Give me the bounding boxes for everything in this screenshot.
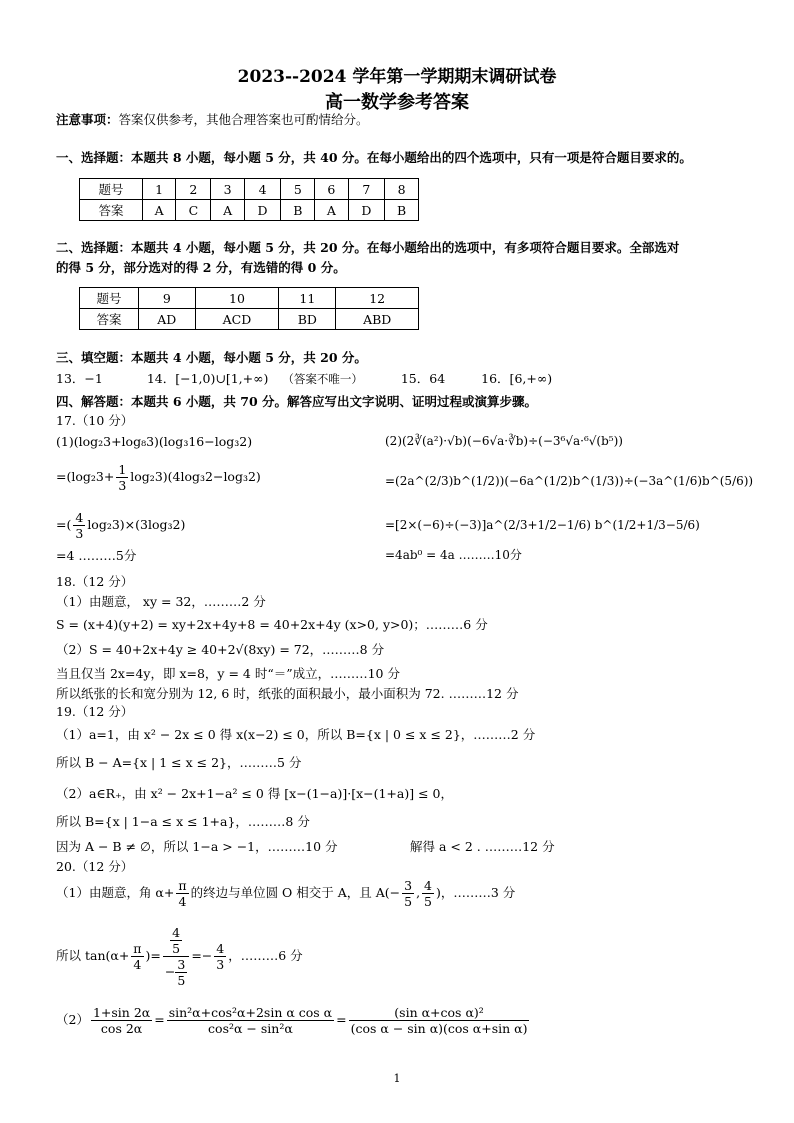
answer-13: 13．−1 bbox=[56, 371, 103, 386]
q19-line-4: 所以 B={x | 1−a ≤ x ≤ 1+a}，………8 分 bbox=[56, 814, 310, 829]
q19-line-1: （1）a=1，由 x² − 2x ≤ 0 得 x(x−2) ≤ 0，所以 B={x | 0 ≤ x ≤ 2}，………2 分 bbox=[56, 727, 536, 742]
q20-line-1: （1）由题意，角 α+ $\frac{\pi}{4}$ 的终边与单位圆 O 相交于 A，且 A(− $\frac{3}{5}$ , $\frac{4}{5}$ )，………3 分 bbox=[56, 878, 516, 909]
fill-answers bbox=[56, 369, 736, 387]
table-cell: 2 bbox=[176, 179, 211, 200]
page-number: 1 bbox=[393, 1072, 401, 1085]
q20-line-1-mid: 的终边与单位圆 O 相交于 A，且 A(− bbox=[190, 885, 401, 900]
q19-line-5b: 解得 a < 2 . ………12 分 bbox=[410, 839, 555, 854]
q17-heading: 17.（10 分） bbox=[56, 413, 134, 428]
page-title: 2023--2024 学年第一学期期末调研试卷 bbox=[237, 67, 557, 87]
notice-text: 答案仅供参考，其他合理答案也可酌情给分。 bbox=[118, 112, 369, 127]
table-cell: ABD bbox=[336, 309, 419, 330]
q19-line-3: （2）a∈R₊，由 x² − 2x+1−a² ≤ 0 得 [x−(1−a)]·[x−(1+a)] ≤ 0， bbox=[56, 786, 453, 801]
q18-line-2: S = (x+4)(y+2) = xy+2x+4y+8 = 40+2x+4y (x>0, y>0)；………6 分 bbox=[56, 617, 488, 632]
q20-line-2-minus: =− bbox=[191, 948, 213, 963]
fraction-expr-3: $\frac{\text{(sin α+cos α)²}}{\text{(cos α − sin α)(cos α+sin α)}}$ bbox=[350, 1005, 528, 1036]
section-1-heading: 一、选择题：本题共 8 小题，每小题 5 分，共 40 分。在每小题给出的四个选项中，只有一项是符合题目要求的。 bbox=[56, 150, 692, 165]
table-cell: 答案 bbox=[80, 200, 143, 221]
table-cell: D bbox=[348, 200, 385, 221]
fraction-three-fifths: $\frac{3}{5}$ bbox=[404, 878, 413, 909]
table-cell: BD bbox=[279, 309, 336, 330]
fraction-compound: $\frac{4}{5}$ − $\frac{3}{5}$ bbox=[163, 925, 189, 988]
table-cell: 题号 bbox=[80, 288, 139, 309]
notice-label: 注意事项： bbox=[56, 112, 119, 127]
q18-line-5: 所以纸张的长和宽分别为 12, 6 时，纸张的面积最小，最小面积为 72. ………12 分 bbox=[56, 686, 519, 701]
q20-line-2-start: 所以 tan(α+ bbox=[56, 948, 130, 963]
table-cell: 11 bbox=[279, 288, 336, 309]
q17-2-line-2: =(2a^(2/3)b^(1/2))(−6a^(1/2)b^(1/3))÷(−3a^(1/6)b^(5/6)) bbox=[385, 474, 754, 488]
q19-heading: 19.（12 分） bbox=[56, 704, 134, 719]
q18-line-4: 当且仅当 2x=4y，即 x=8，y = 4 时“＝”成立，………10 分 bbox=[56, 666, 400, 681]
q17-1-line-2-end: log₂3)(4log₃2−log₃2) bbox=[130, 469, 261, 484]
q19-line-2: 所以 B − A={x | 1 ≤ x ≤ 2}，………5 分 bbox=[56, 755, 302, 770]
table-cell: 10 bbox=[195, 288, 279, 309]
fraction-expr-1: $\frac{1+\sin 2\alpha}{\cos 2\alpha}$ bbox=[92, 1005, 151, 1036]
page-subtitle: 高一数学参考答案 bbox=[325, 92, 469, 113]
section-4-heading: 四、解答题：本题共 6 小题，共 70 分。解答应写出文字说明、证明过程或演算步骤。 bbox=[56, 394, 538, 409]
table-cell: 6 bbox=[315, 179, 348, 200]
notice bbox=[56, 110, 369, 128]
fraction-pi-over-4: $\frac{\pi}{4}$ bbox=[178, 878, 187, 909]
table-row bbox=[80, 309, 419, 330]
table-cell: D bbox=[244, 200, 281, 221]
q20-line-3 bbox=[56, 1005, 531, 1036]
q18-line-3: （2）S = 40+2x+4y ≥ 40+2√(8xy) = 72，………8 分 bbox=[56, 642, 385, 657]
answer-15: 15．64 bbox=[400, 371, 446, 386]
q17-1-line-2 bbox=[56, 462, 261, 493]
table-cell: C bbox=[176, 200, 211, 221]
table-cell: AD bbox=[139, 309, 196, 330]
fraction-one-third: $\frac{1}{3}$ bbox=[118, 462, 127, 493]
q17-1-line-1: (1)(log₂3+log₈3)(log₃16−log₃2) bbox=[56, 434, 253, 449]
section-2-heading-line-2: 的得 5 分，部分选对的得 2 分，有选错的得 0 分。 bbox=[56, 260, 346, 275]
q18-heading: 18.（12 分） bbox=[56, 574, 134, 589]
fraction-expr-2: $\frac{\text{sin²α+cos²α+2sin α cos α}}{\text{cos²α − sin²α}}$ bbox=[168, 1005, 333, 1036]
fraction-four-fifths: $\frac{4}{5}$ bbox=[424, 878, 432, 909]
q19-line-5a: 因为 A − B ≠ ∅，所以 1−a > −1，………10 分 bbox=[56, 839, 338, 854]
table-cell: 8 bbox=[385, 179, 419, 200]
q20-line-2-eq: )= bbox=[145, 948, 161, 963]
table-cell: 5 bbox=[281, 179, 315, 200]
table-cell: B bbox=[385, 200, 419, 221]
q17-1-line-3: =( $\frac{4}{3}$ log₂3)×(3log₃2) bbox=[56, 510, 186, 541]
table-cell: ACD bbox=[195, 309, 279, 330]
fraction-four-thirds: $\frac{4}{3}$ bbox=[75, 510, 84, 541]
table-cell: 3 bbox=[211, 179, 244, 200]
q20-line-2-end: ，………6 分 bbox=[228, 948, 303, 963]
q17-1-line-2-start: =(log₂3+ bbox=[56, 469, 115, 484]
fraction-four-thirds: $\frac{4}{3}$ bbox=[216, 941, 225, 972]
table-cell: 12 bbox=[336, 288, 419, 309]
table-cell: 4 bbox=[244, 179, 281, 200]
table-cell: A bbox=[211, 200, 244, 221]
table-cell: 答案 bbox=[80, 309, 139, 330]
table-row bbox=[80, 179, 419, 200]
table-row bbox=[80, 288, 419, 309]
q18-line-1: （1）由题意， xy = 32，………2 分 bbox=[56, 594, 266, 609]
q20-line-3-start: （2） bbox=[56, 1012, 89, 1027]
q17-2-result: =4ab⁰ = 4a ………10分 bbox=[385, 548, 522, 562]
section-2-heading-line-1: 二、选择题：本题共 4 小题，每小题 5 分，共 20 分。在每小题给出的选项中，有多项符合题目要求。全部选对 bbox=[56, 240, 680, 255]
table-cell: A bbox=[143, 200, 176, 221]
equals-sign: = bbox=[154, 1012, 165, 1027]
q20-heading: 20.（12 分） bbox=[56, 859, 134, 874]
q20-line-1-start: （1）由题意，角 α+ bbox=[56, 885, 175, 900]
q17-1-line-3-end: log₂3)×(3log₃2) bbox=[87, 517, 186, 532]
q20-line-1-end: )，………3 分 bbox=[436, 885, 516, 900]
table-cell: 1 bbox=[143, 179, 176, 200]
table-cell: 9 bbox=[139, 288, 196, 309]
fraction-pi-over-4: $\frac{\pi}{4}$ bbox=[133, 941, 142, 972]
table-cell: 7 bbox=[348, 179, 385, 200]
q20-line-2 bbox=[56, 925, 303, 988]
equals-sign: = bbox=[336, 1012, 347, 1027]
table-cell: 题号 bbox=[80, 179, 143, 200]
answer-table-1 bbox=[79, 178, 419, 221]
table-cell: A bbox=[315, 200, 348, 221]
table-cell: B bbox=[281, 200, 315, 221]
q17-2-line-3: =[2×(−6)÷(−3)]a^(2/3+1/2−1/6) b^(1/2+1/3−5/6) bbox=[385, 518, 700, 532]
section-3-heading: 三、填空题：本题共 4 小题，每小题 5 分，共 20 分。 bbox=[56, 350, 367, 365]
q17-2-line-1: (2)(2∛(a²)·√b)(−6√a·∛b)÷(−3⁶√a·⁶√(b⁵)) bbox=[385, 434, 623, 448]
answer-table-2 bbox=[79, 287, 419, 330]
answer-16: 16．[6,+∞) bbox=[481, 371, 553, 386]
answer-14: 14．[−1,0)∪[1,+∞) bbox=[146, 371, 269, 386]
table-row bbox=[80, 200, 419, 221]
q17-1-result: =4 ………5分 bbox=[56, 548, 137, 563]
answer-14-note: （答案不唯一） bbox=[282, 372, 363, 386]
